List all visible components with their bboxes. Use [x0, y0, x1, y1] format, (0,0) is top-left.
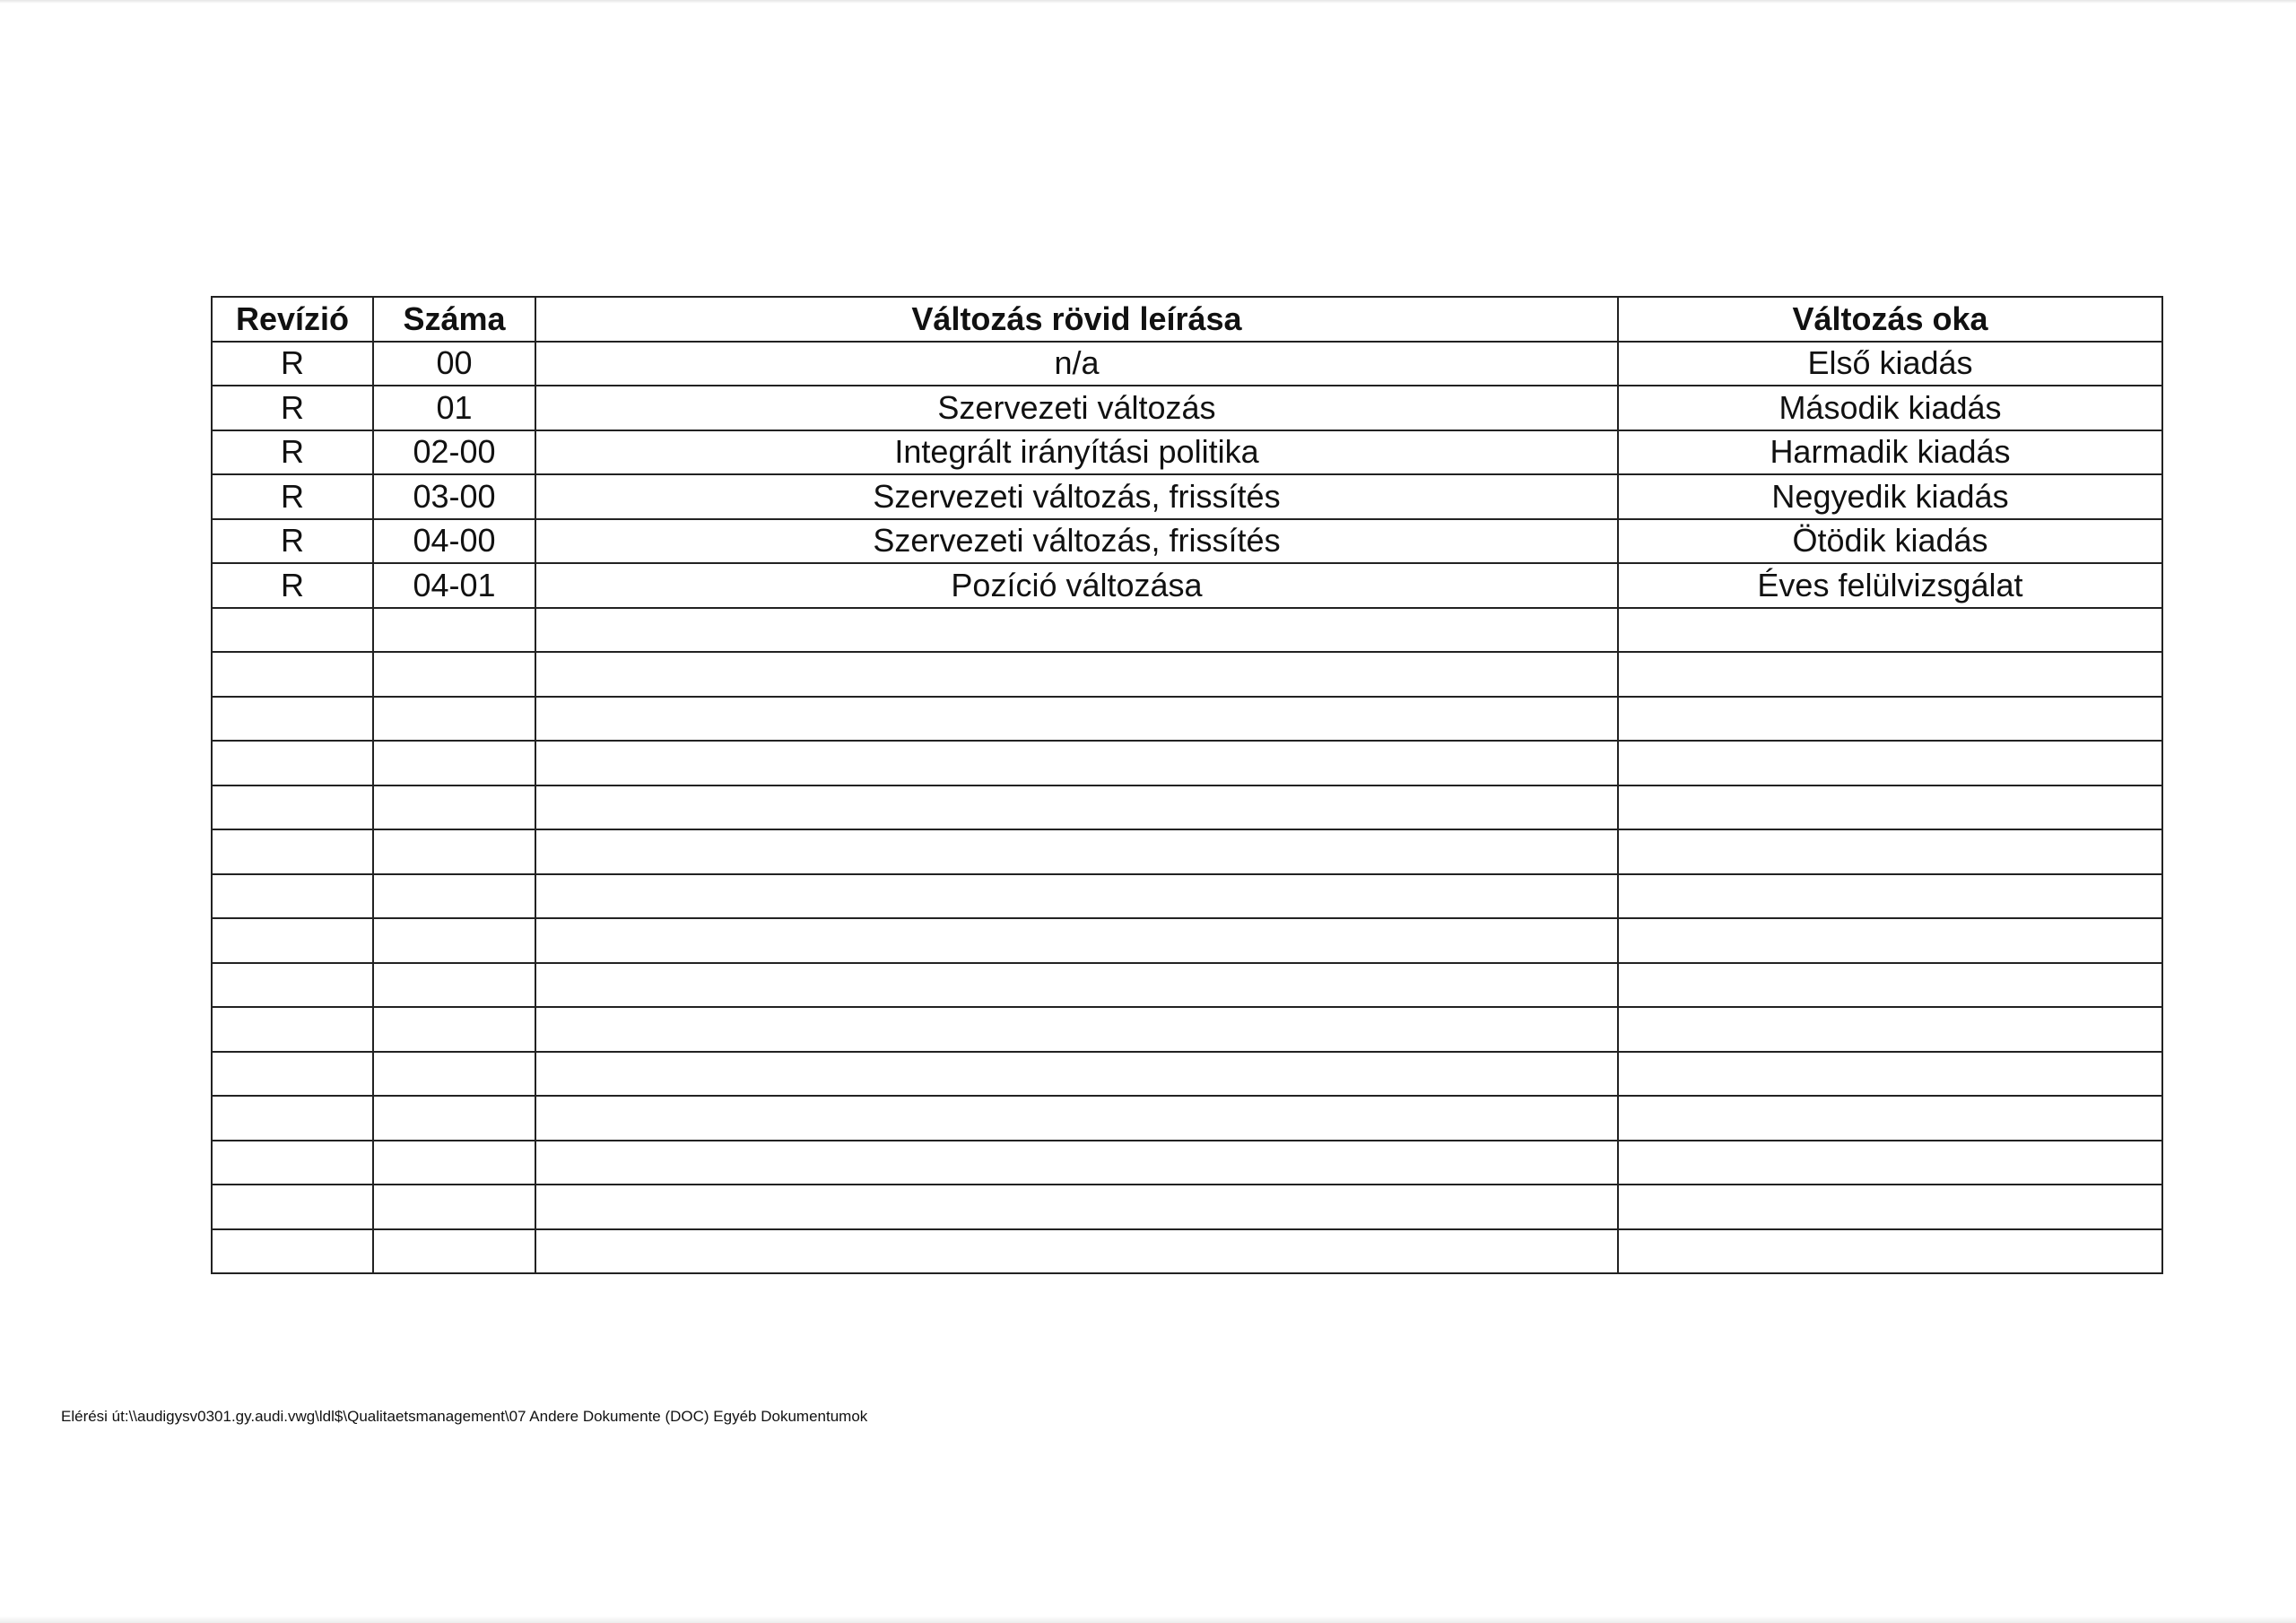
- cell-revision: R: [212, 563, 373, 608]
- cell-number: [373, 1185, 535, 1229]
- cell-revision: [212, 608, 373, 653]
- cell-number: 04-01: [373, 563, 535, 608]
- cell-revision: [212, 741, 373, 785]
- header-row: [212, 297, 2162, 342]
- cell-description: [535, 697, 1618, 742]
- cell-revision: [212, 874, 373, 919]
- cell-description: Integrált irányítási politika: [535, 430, 1618, 475]
- table-row: [212, 785, 2162, 830]
- cell-revision: [212, 1141, 373, 1185]
- table-row: [212, 829, 2162, 874]
- cell-revision: [212, 1052, 373, 1097]
- cell-description: [535, 963, 1618, 1008]
- cell-revision: R: [212, 474, 373, 519]
- revision-table-body: [212, 342, 2162, 1274]
- cell-reason: [1618, 1141, 2162, 1185]
- cell-number: [373, 1007, 535, 1052]
- header-change-description: Változás rövid leírása: [535, 297, 1618, 342]
- cell-revision: [212, 918, 373, 963]
- table-row: [212, 1141, 2162, 1185]
- cell-number: 03-00: [373, 474, 535, 519]
- cell-revision: [212, 829, 373, 874]
- cell-reason: Negyedik kiadás: [1618, 474, 2162, 519]
- cell-reason: Második kiadás: [1618, 386, 2162, 430]
- cell-description: [535, 1096, 1618, 1141]
- cell-revision: R: [212, 342, 373, 386]
- table-row: [212, 519, 2162, 564]
- revision-table: [211, 296, 2163, 1274]
- cell-reason: [1618, 1096, 2162, 1141]
- cell-description: Szervezeti változás: [535, 386, 1618, 430]
- cell-number: [373, 829, 535, 874]
- cell-description: [535, 1007, 1618, 1052]
- cell-number: [373, 1229, 535, 1274]
- table-row: [212, 474, 2162, 519]
- cell-revision: [212, 1007, 373, 1052]
- cell-number: 04-00: [373, 519, 535, 564]
- cell-number: [373, 963, 535, 1008]
- cell-description: [535, 874, 1618, 919]
- table-row: [212, 1052, 2162, 1097]
- cell-description: [535, 785, 1618, 830]
- cell-revision: [212, 1185, 373, 1229]
- cell-reason: [1618, 918, 2162, 963]
- cell-reason: [1618, 741, 2162, 785]
- cell-reason: Ötödik kiadás: [1618, 519, 2162, 564]
- cell-description: [535, 652, 1618, 697]
- cell-revision: [212, 785, 373, 830]
- cell-reason: Harmadik kiadás: [1618, 430, 2162, 475]
- cell-reason: [1618, 652, 2162, 697]
- file-path-footer: Elérési út:\\audigysv0301.gy.audi.vwg\ldl$\Qualitaetsmanagement\07 Andere Dokumente (DOC) Egyéb Dokumentumok: [61, 1408, 868, 1425]
- cell-revision: R: [212, 430, 373, 475]
- cell-number: [373, 608, 535, 653]
- cell-description: [535, 608, 1618, 653]
- table-row: [212, 918, 2162, 963]
- cell-description: Pozíció változása: [535, 563, 1618, 608]
- cell-reason: [1618, 1052, 2162, 1097]
- cell-number: 02-00: [373, 430, 535, 475]
- cell-reason: [1618, 1229, 2162, 1274]
- cell-description: Szervezeti változás, frissítés: [535, 519, 1618, 564]
- table-row: [212, 608, 2162, 653]
- cell-reason: [1618, 608, 2162, 653]
- cell-description: Szervezeti változás, frissítés: [535, 474, 1618, 519]
- cell-revision: [212, 697, 373, 742]
- revision-table-header: [212, 297, 2162, 342]
- cell-reason: Első kiadás: [1618, 342, 2162, 386]
- cell-reason: [1618, 1185, 2162, 1229]
- cell-number: [373, 652, 535, 697]
- header-change-reason: Változás oka: [1618, 297, 2162, 342]
- cell-revision: [212, 963, 373, 1008]
- cell-reason: [1618, 829, 2162, 874]
- table-row: [212, 741, 2162, 785]
- table-row: [212, 874, 2162, 919]
- cell-number: [373, 874, 535, 919]
- table-row: [212, 1007, 2162, 1052]
- cell-number: [373, 785, 535, 830]
- table-row: [212, 697, 2162, 742]
- cell-description: [535, 1052, 1618, 1097]
- cell-number: [373, 1052, 535, 1097]
- cell-number: 01: [373, 386, 535, 430]
- cell-number: [373, 697, 535, 742]
- table-row: [212, 1185, 2162, 1229]
- table-row: [212, 1096, 2162, 1141]
- header-number: Száma: [373, 297, 535, 342]
- cell-revision: R: [212, 386, 373, 430]
- table-row: [212, 386, 2162, 430]
- cell-reason: [1618, 874, 2162, 919]
- table-row: [212, 430, 2162, 475]
- cell-reason: [1618, 785, 2162, 830]
- cell-revision: R: [212, 519, 373, 564]
- cell-description: [535, 741, 1618, 785]
- scan-edge-top: [0, 0, 2296, 4]
- header-revision: Revízió: [212, 297, 373, 342]
- cell-description: [535, 918, 1618, 963]
- table-row: [212, 963, 2162, 1008]
- cell-number: [373, 1096, 535, 1141]
- cell-revision: [212, 652, 373, 697]
- cell-number: [373, 1141, 535, 1185]
- cell-reason: Éves felülvizsgálat: [1618, 563, 2162, 608]
- cell-description: n/a: [535, 342, 1618, 386]
- cell-revision: [212, 1096, 373, 1141]
- cell-reason: [1618, 697, 2162, 742]
- scan-edge-bottom: [0, 1616, 2296, 1623]
- table-row: [212, 1229, 2162, 1274]
- cell-reason: [1618, 1007, 2162, 1052]
- table-row: [212, 342, 2162, 386]
- cell-number: [373, 741, 535, 785]
- cell-description: [535, 1185, 1618, 1229]
- table-row: [212, 563, 2162, 608]
- cell-description: [535, 1229, 1618, 1274]
- cell-number: 00: [373, 342, 535, 386]
- table-row: [212, 652, 2162, 697]
- cell-description: [535, 1141, 1618, 1185]
- cell-revision: [212, 1229, 373, 1274]
- cell-description: [535, 829, 1618, 874]
- cell-reason: [1618, 963, 2162, 1008]
- cell-number: [373, 918, 535, 963]
